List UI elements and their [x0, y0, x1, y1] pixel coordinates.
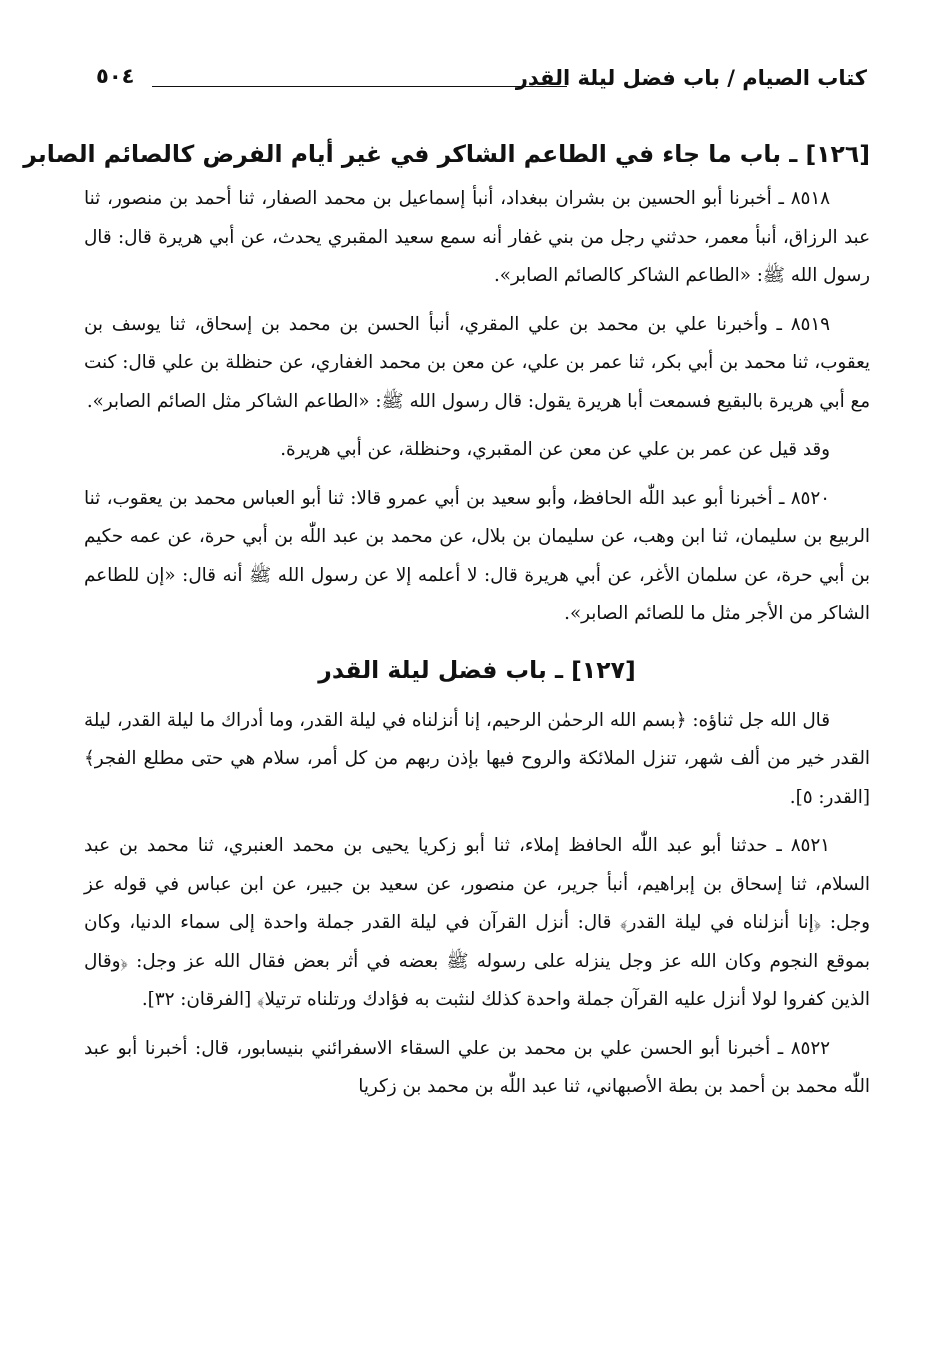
chapter-heading-127: [١٢٧] ـ باب فضل ليلة القدر [318, 655, 636, 684]
hadith-8520: ٨٥٢٠ ـ أخبرنا أبو عبد اللّٰه الحافظ، وأبو سعيد بن أبي عمرو قالا: ثنا أبو العباس محمد بن يعقوب، ثنا الربيع بن سليمان، ثنا ابن وهب، عن سليمان بن بلال، عن محمد بن عبد اللّٰه بن أبي حرة، عن عمه حكيم بن أبي حرة، عن سلمان الأغر، عن أبي هريرة قال: لا أعلمه إلا عن رسول الله ﷺ أنه قال: «إن للطاعم الشاكر من الأجر مثل ما للصائم الصابر». [84, 487, 870, 624]
page-number: ٥٠٤ [96, 64, 135, 88]
page-header [96, 62, 867, 102]
hadith-8519: ٨٥١٩ ـ وأخبرنا علي بن محمد بن علي المقري، أنبأ الحسن بن محمد بن إسحاق، ثنا يوسف بن يعقوب، ثنا محمد بن أبي بكر، ثنا عمر بن علي، عن معن بن محمد الغفاري، عن حنظلة بن علي قال: كنت مع أبي هريرة بالبقيع فسمعت أبا هريرة يقول: قال رسول الله ﷺ: «الطاعم الشاكر مثل الصائم الصابر». [84, 313, 870, 412]
quran-verse-paragraph: قال الله جل ثناؤه: ﴿بسم الله الرحمٰن الرحيم، إنا أنزلناه في ليلة القدر، وما أدراك ما ليلة القدر، ليلة القدر خير من ألف شهر، تنزل الملائكة والروح فيها بإذن ربهم من كل أمر، سلام هي حتى مطلع الفجر﴾ [القدر: ٥]. [84, 709, 870, 808]
hadith-8521: ٨٥٢١ ـ حدثنا أبو عبد اللّٰه الحافظ إملاء، ثنا أبو زكريا يحيى بن محمد العنبري، ثنا محمد بن عبد السلام، ثنا إسحاق بن إبراهيم، أنبأ جرير، عن منصور، عن سعيد بن جبير، عن ابن عباس في قوله عز وجل: ﴿إنا أنزلناه في ليلة القدر﴾ قال: أنزل القرآن في ليلة القدر جملة واحدة إلى سماء الدنيا، وكان بموقع النجوم وكان الله عز وجل ينزله على رسوله ﷺ بعضه في أثر بعض فقال الله عز وجل: ﴿وقال الذين كفروا لولا أنزل عليه القرآن جملة واحدة كذلك لنثبت به فؤادك ورتلناه ترتيلا﴾ [الفرقان: ٣٢]. [84, 835, 870, 1010]
header-rule [152, 86, 567, 87]
note-paragraph: وقد قيل عن عمر بن علي عن معن عن المقبري، وحنظلة، عن أبي هريرة. [280, 439, 830, 460]
hadith-8522: ٨٥٢٢ ـ أخبرنا أبو الحسن علي بن محمد بن علي السقاء الاسفرائني بنيسابور، قال: أخبرنا أبو عبد اللّٰه محمد بن أحمد بن بطة الأصبهاني، ثنا عبد اللّٰه بن محمد بن زكريا [84, 1037, 870, 1097]
page-body [23, 128, 870, 1117]
hadith-8518: ٨٥١٨ ـ أخبرنا أبو الحسين بن بشران ببغداد، أنبأ إسماعيل بن محمد الصفار، ثنا أحمد بن منصور، ثنا عبد الرزاق، أنبأ معمر، حدثني رجل من بني غفار أنه سمع سعيد المقبري يحدث، عن أبي هريرة قال: قال رسول الله ﷺ: «الطاعم الشاكر كالصائم الصابر». [84, 188, 870, 286]
running-title: كتاب الصيام / باب فضل ليلة القدر [515, 66, 867, 90]
chapter-heading-126: [١٢٦] ـ باب ما جاء في الطاعم الشاكر في غير أيام الفرض كالصائم الصابر [23, 140, 870, 168]
